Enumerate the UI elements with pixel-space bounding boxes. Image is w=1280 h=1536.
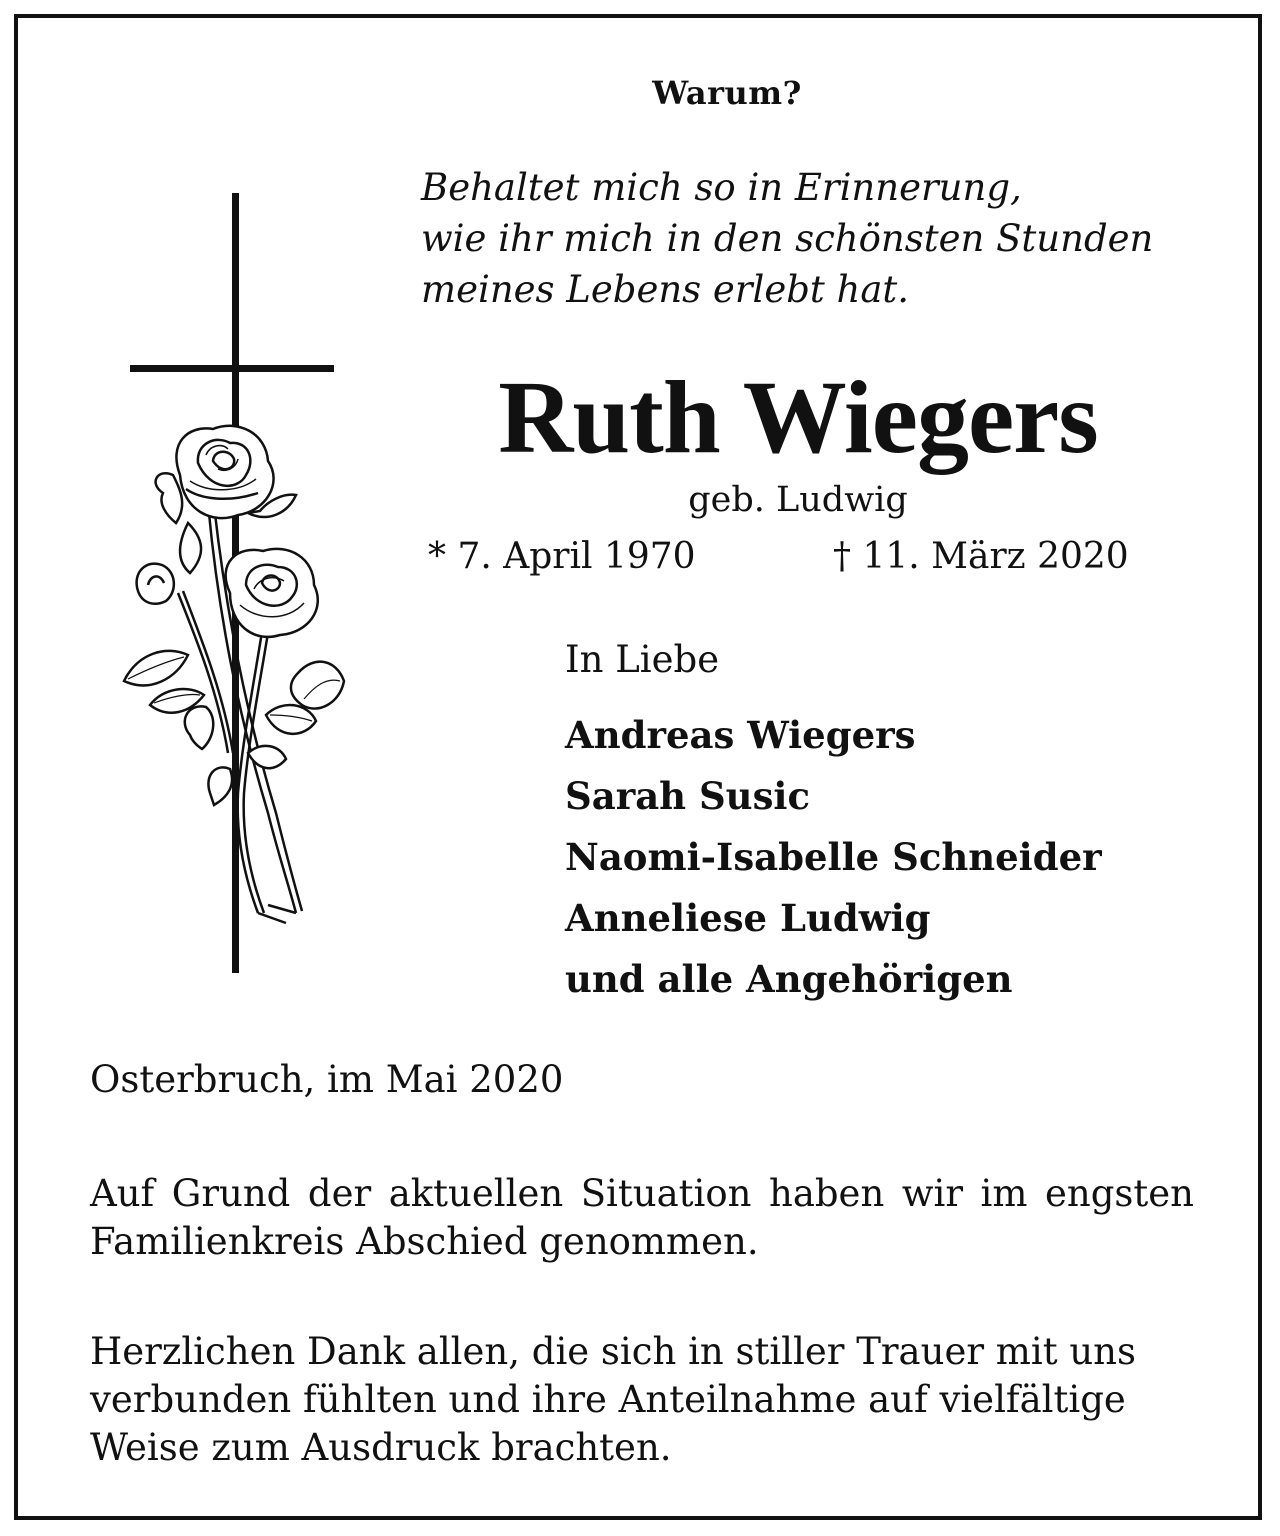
mourner-name: und alle Angehörigen — [565, 957, 1013, 1001]
quote-line: Behaltet mich so in Erinnerung, — [421, 166, 1022, 209]
death-date: † 11. März 2020 — [833, 536, 1129, 577]
birth-date: * 7. April 1970 — [428, 536, 696, 577]
mourner-name: Naomi-Isabelle Schneider — [565, 835, 1102, 879]
quote-line: wie ihr mich in den schönsten Stunden — [421, 217, 1154, 260]
thanks-paragraph: Herzlichen Dank allen, die sich in stiller Trauer mit uns verbunden fühlten und ihre Anteilnahme auf vielfältige Weise zum Ausdruck brachten. — [90, 1330, 1136, 1469]
cross-with-roses-icon — [118, 193, 358, 993]
motto-title: Warum? — [652, 74, 802, 112]
mourners-list — [565, 705, 1102, 1010]
greeting: In Liebe — [565, 638, 720, 681]
obituary-notice — [14, 14, 1262, 1520]
mourner-name: Andreas Wiegers — [565, 713, 916, 757]
birth-name: geb. Ludwig — [688, 480, 908, 520]
mourner-name: Sarah Susic — [565, 774, 810, 818]
memorial-quote — [421, 162, 1221, 315]
farewell-paragraph: Auf Grund der aktuellen Situation haben wir im engsten Familienkreis Abschied genommen. — [90, 1172, 1194, 1263]
deceased-name: Ruth Wiegers — [498, 360, 1098, 475]
quote-line: meines Lebens erlebt hat. — [421, 268, 910, 311]
place-and-date: Osterbruch, im Mai 2020 — [90, 1058, 564, 1101]
mourner-name: Anneliese Ludwig — [565, 896, 931, 940]
